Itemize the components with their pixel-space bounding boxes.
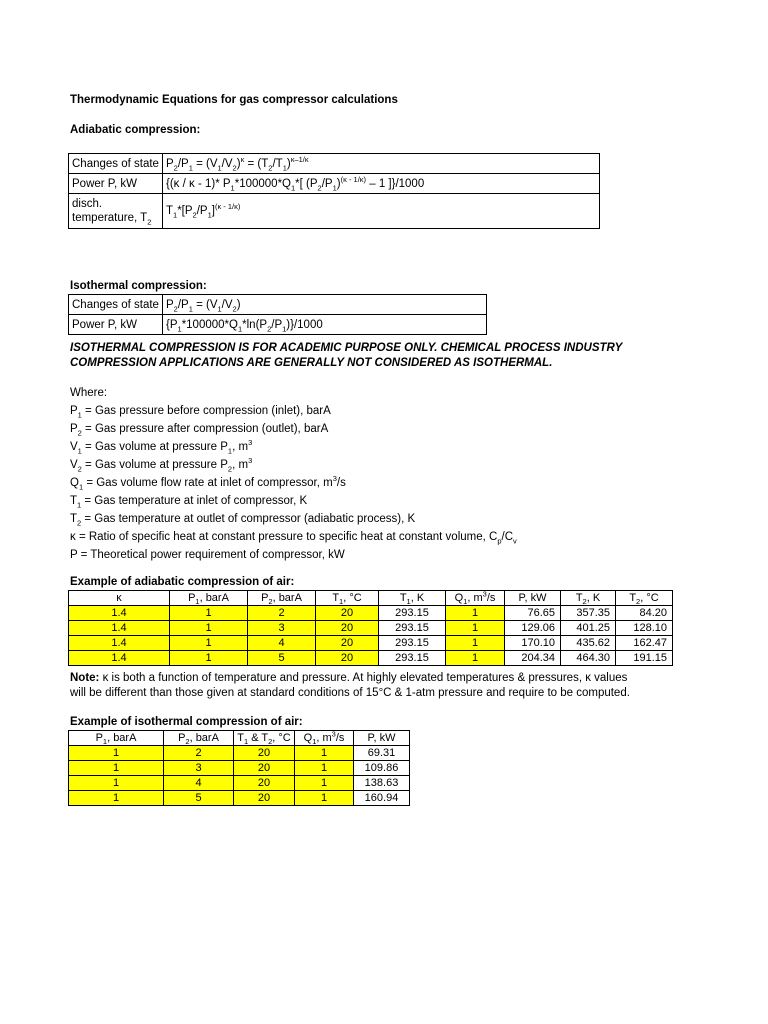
table-row: 1.4 1 5 20 293.15 1 204.34 464.30 191.15	[69, 651, 673, 666]
changes-of-state-label: Changes of state	[69, 154, 163, 174]
table-row	[69, 194, 600, 229]
def-t2: $T_2$ = Gas temperature at outlet of compressor (adiabatic process), K	[70, 513, 416, 528]
def-kappa: κ = Ratio of specific heat at constant pressure to specific heat at constant volume, $C_p/C_v$	[70, 531, 517, 546]
table-header-row	[69, 591, 673, 606]
table-row: 1.4 1 3 20 293.15 1 129.06 401.25 128.10	[69, 621, 673, 636]
iso-changes-of-state-formula: $P_2/P_1 = (V_1/V_2)$	[163, 295, 487, 315]
col-t2k: $T_2$, K	[561, 591, 616, 606]
def-v1: $V_1$ = Gas volume at pressure $P_1$, $m^3$	[70, 438, 253, 456]
def-q1: $Q_1$ = Gas volume flow rate at inlet of compressor, $m^3/s$	[70, 474, 346, 492]
disch-temperature-formula: $T_1*[P_2/P_1]^{(\kappa - 1/\kappa)}$	[163, 194, 600, 229]
adiabatic-heading: Adiabatic compression:	[70, 124, 201, 136]
where-heading: Where:	[70, 387, 108, 399]
kappa-note: Note: κ is both a function of temperature and pressure. At highly elevated temperatures & pressures, κ values will be different than those given at standard conditions of 15°C & 1-atm pressure and require to be computed.	[70, 672, 630, 699]
table-row: 1.4 1 4 20 293.15 1 170.10 435.62 162.47	[69, 636, 673, 651]
table-row	[69, 174, 600, 194]
isothermal-example-table	[68, 730, 410, 806]
table-row: 1 3 20 1 109.86	[69, 761, 410, 776]
isothermal-formula-table	[68, 294, 487, 335]
adiabatic-formula-table	[68, 153, 600, 229]
table-row: 1 5 20 1 160.94	[69, 791, 410, 806]
isothermal-warning: ISOTHERMAL COMPRESSION IS FOR ACADEMIC PURPOSE ONLY. CHEMICAL PROCESS INDUSTRY COMPRESSION APPLICATIONS ARE GENERALLY NOT CONSIDERED AS ISOTHERMAL.	[70, 342, 623, 369]
power-label: Power P, kW	[69, 174, 163, 194]
power-formula: {(κ / κ - 1)* $P_1*100000*Q_1*$[ $(P_2/P_1)^{(\kappa - 1/\kappa)} - 1$ ]}/1000	[163, 174, 600, 194]
col-t1k: $T_1$, K	[379, 591, 446, 606]
table-row	[69, 315, 487, 335]
col-q1: $Q_1$, $m^3/s$	[446, 591, 505, 606]
disch-temperature-label: disch. temperature, $T_2$	[69, 194, 163, 229]
col-p2: $P_2$, barA	[164, 731, 234, 746]
col-q1: $Q_1$, $m^3/s$	[295, 731, 354, 746]
col-p2: $P_2$, barA	[248, 591, 316, 606]
col-t1c: $T_1$, °C	[316, 591, 379, 606]
page-title: Thermodynamic Equations for gas compressor calculations	[70, 94, 398, 106]
col-p1: $P_1$, barA	[170, 591, 248, 606]
table-header-row	[69, 731, 410, 746]
def-p2: $P_2$ = Gas pressure after compression (outlet), barA	[70, 423, 329, 438]
table-row: 1 4 20 1 138.63	[69, 776, 410, 791]
col-p1: $P_1$, barA	[69, 731, 164, 746]
def-p1: $P_1$ = Gas pressure before compression (inlet), barA	[70, 405, 331, 420]
def-t1: $T_1$ = Gas temperature at inlet of compressor, K	[70, 495, 308, 510]
table-row	[69, 154, 600, 174]
isothermal-heading: Isothermal compression:	[70, 280, 207, 292]
table-row: 1.4 1 2 20 293.15 1 76.65 357.35 84.20	[69, 606, 673, 621]
table-row	[69, 295, 487, 315]
iso-changes-of-state-label: Changes of state	[69, 295, 163, 315]
col-t2c: $T_2$, °C	[616, 591, 673, 606]
col-p: P, kW	[505, 591, 561, 606]
col-p: P, kW	[354, 731, 410, 746]
changes-of-state-formula: $P_2/P_1 = (V_1/V_2)^\kappa = (T_2/T_1)^{\kappa-1/\kappa}$	[163, 154, 600, 174]
example-isothermal-heading: Example of isothermal compression of air:	[70, 716, 303, 728]
def-v2: $V_2$ = Gas volume at pressure $P_2$, $m^3$	[70, 456, 253, 474]
iso-power-label: Power P, kW	[69, 315, 163, 335]
col-kappa: κ	[69, 591, 170, 606]
col-t1t2: $T_1$ & $T_2$, °C	[234, 731, 295, 746]
example-adiabatic-heading: Example of adiabatic compression of air:	[70, 576, 295, 588]
adiabatic-example-table	[68, 590, 673, 666]
table-row: 1 2 20 1 69.31	[69, 746, 410, 761]
def-p: P = Theoretical power requirement of compressor, kW	[70, 549, 345, 561]
iso-power-formula: $\{P_1*100000*Q_1*\ln(P_2/P_1)\}/1000$	[163, 315, 487, 335]
